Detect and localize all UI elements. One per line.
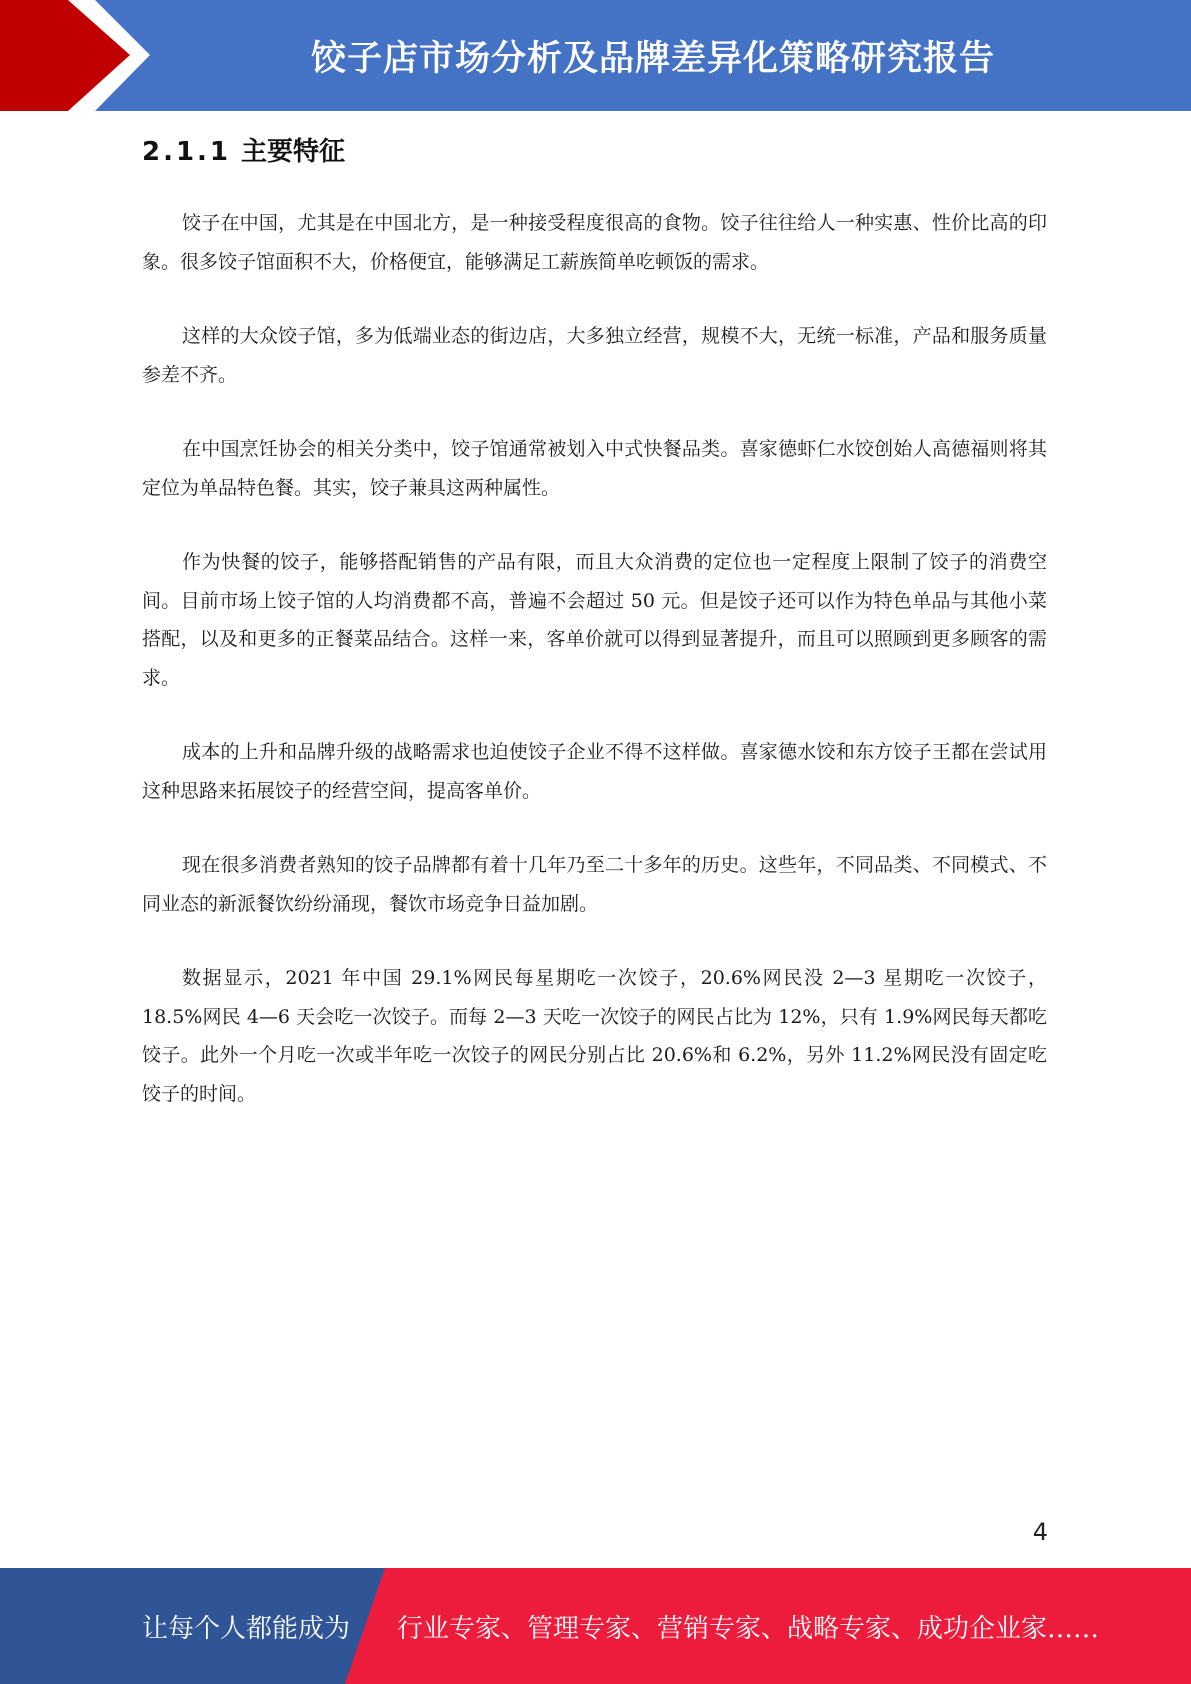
footer-slogan-left: 让每个人都能成为 xyxy=(142,1613,351,1644)
paragraph: 成本的上升和品牌升级的战略需求也迫使饺子企业不得不这样做。喜家德水饺和东方饺子王都在尝试用这种思路来拓展饺子的经营空间，提高客单价。 xyxy=(142,741,1047,802)
footer-banner xyxy=(0,1568,1191,1684)
paragraph: 现在很多消费者熟知的饺子品牌都有着十几年乃至二十多年的历史。这些年，不同品类、不同模式、不同业态的新派餐饮纷纷涌现，餐饮市场竞争日益加剧。 xyxy=(142,854,1047,915)
section-number: 2.1.1 xyxy=(142,137,232,167)
paragraph: 数据显示，2021 年中国 29.1%网民每星期吃一次饺子，20.6%网民没 2—3 星期吃一次饺子，18.5%网民 4—6 天会吃一次饺子。而每 2—3 天吃一次饺子的网民占比为 12%，只有 1.9%网民每天都吃饺子。此外一个月吃一次或半年吃一次饺子的网民分别占比 20.6%和 6.2%，另外 11.2%网民没有固定吃饺子的时间。 xyxy=(142,967,1047,1105)
paragraph: 这样的大众饺子馆，多为低端业态的街边店，大多独立经营，规模不大，无统一标准，产品和服务质量参差不齐。 xyxy=(142,325,1047,386)
header-banner xyxy=(0,0,1191,111)
header-arrow-decoration xyxy=(0,0,160,111)
paragraph: 作为快餐的饺子，能够搭配销售的产品有限，而且大众消费的定位也一定程度上限制了饺子的消费空间。目前市场上饺子馆的人均消费都不高，普遍不会超过 50 元。但是饺子还可以作为特色单品与其他小菜搭配，以及和更多的正餐菜品结合。这样一来，客单价就可以得到显著提升，而且可以照顾到更多顾客的需求。 xyxy=(142,551,1047,689)
section-heading xyxy=(142,131,345,168)
page-number: 4 xyxy=(1032,1518,1048,1546)
paragraph: 在中国烹饪协会的相关分类中，饺子馆通常被划入中式快餐品类。喜家德虾仁水饺创始人高德福则将其定位为单品特色餐。其实，饺子兼具这两种属性。 xyxy=(142,438,1047,499)
footer-slogan-right: 行业专家、管理专家、营销专家、战略专家、成功企业家…… xyxy=(397,1613,1100,1644)
document-title: 饺子店市场分析及品牌差异化策略研究报告 xyxy=(310,38,995,79)
body-text xyxy=(142,204,1047,1149)
paragraph: 饺子在中国，尤其是在中国北方，是一种接受程度很高的食物。饺子往往给人一种实惠、性价比高的印象。很多饺子馆面积不大，价格便宜，能够满足工薪族简单吃顿饭的需求。 xyxy=(142,212,1047,273)
section-title: 主要特征 xyxy=(241,137,346,167)
